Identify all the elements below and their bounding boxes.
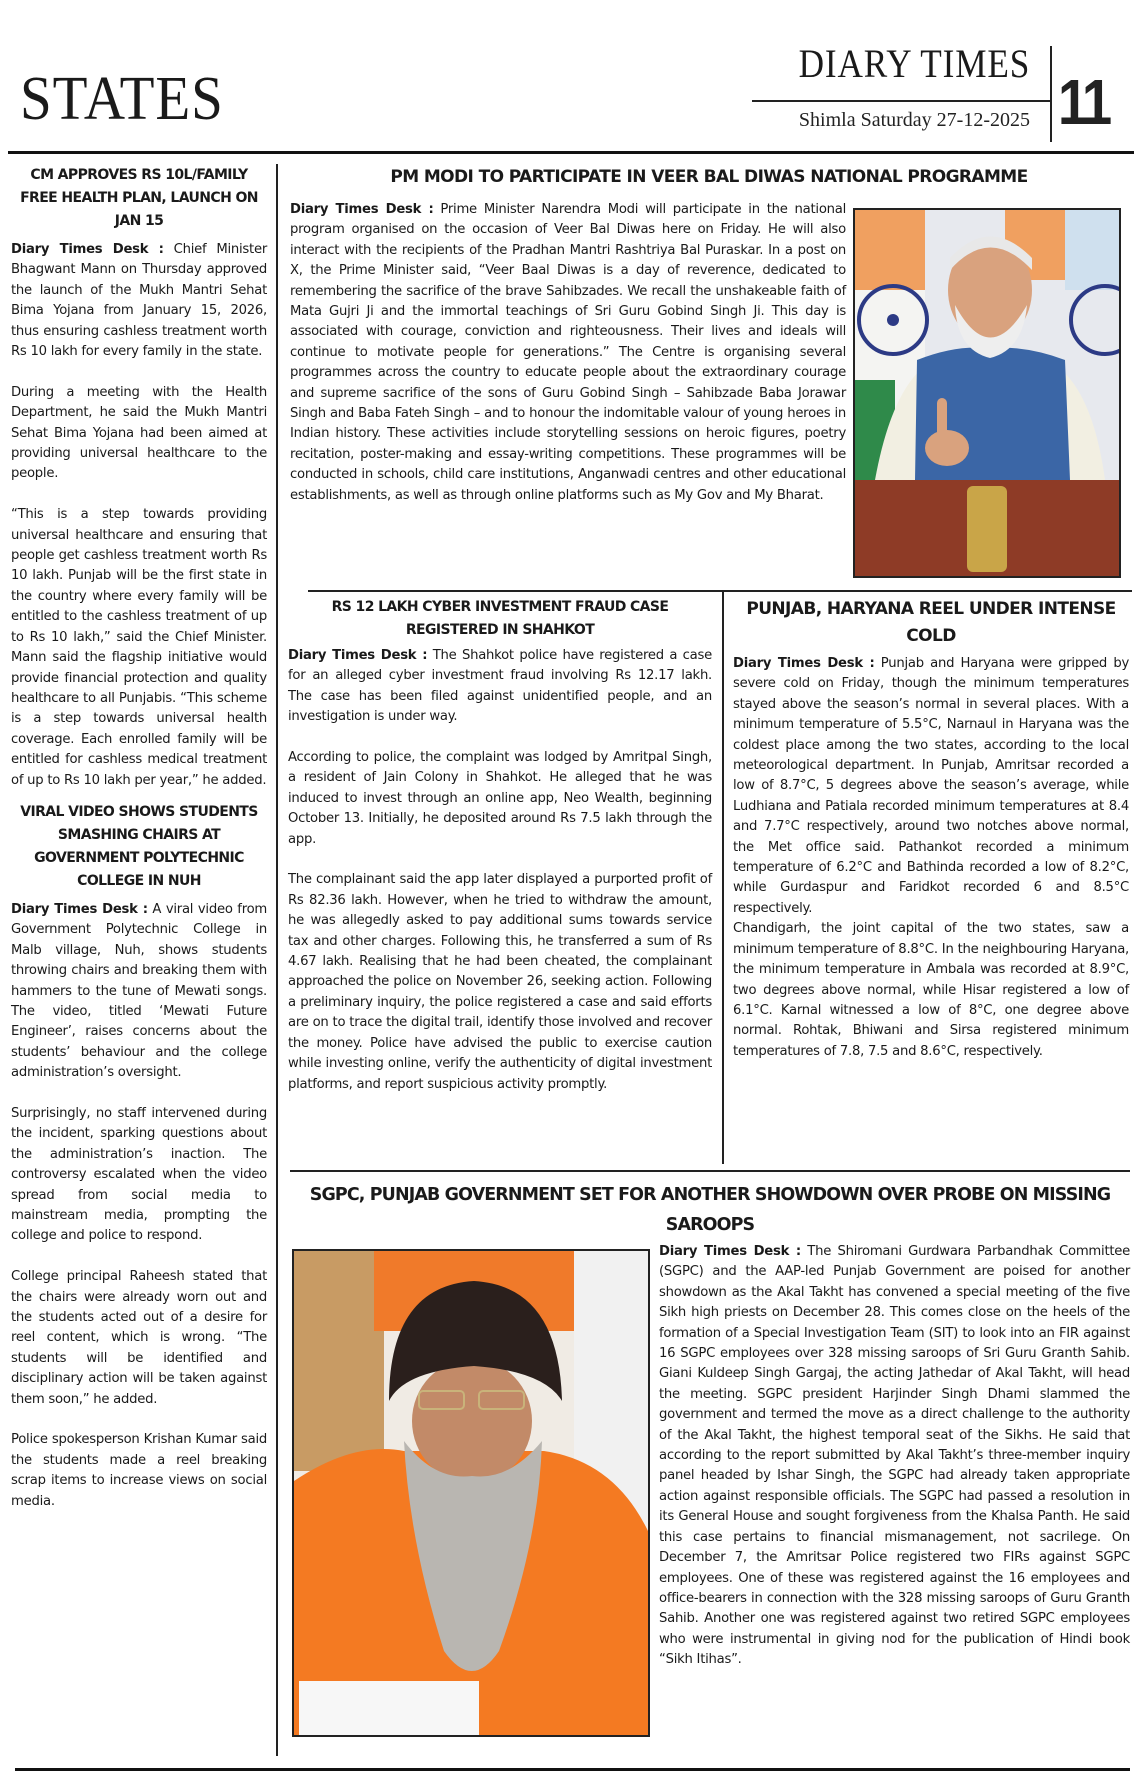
article-body: [290, 200, 846, 506]
article-headline: RS 12 LAKH CYBER INVESTMENT FRAUD CASE REGISTERED IN SHAHKOT: [331, 599, 669, 638]
article-body: [288, 646, 712, 1095]
byline: Diary Times Desk :: [288, 648, 428, 663]
photo-sgpc-president: [292, 1249, 650, 1737]
section-divider: [308, 590, 1132, 592]
paragraph: Punjab and Haryana were gripped by severe cold on Friday, though the minimum temperatures stayed above the season’s normal in several places. With a minimum temperature of 5.5°C, Narnaul in Haryana was the coldest place among the two states, according to the local meteorological department. In Punjab, Amritsar recorded a low of 8.7°C, 5 degrees above the season’s average, while Ludhiana and Patiala recorded minimum temperatures at 8.4 and 7.7°C respectively, around two notches above normal, the Met office said. Pathankot recorded a minimum temperature of 6.2°C and Bathinda recorded a low of 8.2°C, while Gurdaspur and Faridkot recorded 6 and 8.5°C respectively.: [733, 656, 1129, 916]
article-body: [733, 654, 1129, 1062]
paragraph: Prime Minister Narendra Modi will participate in the national program organised on the occasion of Veer Bal Diwas here on Friday. He will also interact with the recipients of the Pradhan Mantri Rashtriya Bal Puraskar. In a post on X, the Prime Minister said, “Veer Baal Diwas is a day of reverence, dedicated to remembering the sacrifice of the brave Sahibzades. We recall the unshakeable faith of Mata Gujri Ji and the immortal teachings of Sri Guru Gobind Singh Ji. This day is associated with courage, conviction and righteousness. Their lives and ideals will continue to motivate people for generations.” The Centre is organising several programmes across the country to educate people about the extraordinary courage and supreme sacrifice of the sons of Guru Gobind Singh – Sahibzade Baba Jorawar Singh and Baba Fateh Singh – and to honour the indomitable valour of young heroes in Indian history. These activities include storytelling sessions on heroic figures, poetry recitation, poster-making and essay-writing competitions. These programmes will be conducted in schools, child care institutions, Anganwadi centres and other educational establishments, as well as through online platforms such as My Gov and My Bharat.: [290, 202, 846, 503]
article-headline: SGPC, PUNJAB GOVERNMENT SET FOR ANOTHER SHOWDOWN OVER PROBE ON MISSING SAROOPS: [309, 1184, 1111, 1235]
section-title: STATES: [20, 65, 224, 133]
article-body: [11, 240, 267, 791]
article-headline: VIRAL VIDEO SHOWS STUDENTS SMASHING CHAIRS AT GOVERNMENT POLYTECHNIC COLLEGE IN NUH: [20, 803, 258, 889]
byline: Diary Times Desk :: [733, 656, 875, 671]
paragraph: A viral video from Government Polytechnic College in Malb village, Nuh, shows students throwing chairs and breaking them with hammers to the tune of Mewati songs. The video, titled ‘Mewati Future Engineer’, raises concerns about the students’ behaviour and the college administration’s oversight.: [11, 901, 267, 1081]
article-headline: CM APPROVES RS 10L/FAMILY FREE HEALTH PLAN, LAUNCH ON JAN 15: [20, 167, 258, 229]
byline: Diary Times Desk :: [11, 242, 164, 257]
photo-pm-modi: [853, 208, 1121, 578]
byline: Diary Times Desk :: [290, 202, 434, 217]
section-divider: [290, 1170, 1130, 1172]
newspaper-name: DIARY TIMES: [798, 41, 1030, 86]
left-column: [11, 164, 267, 1532]
paragraph: “This is a step towards providing universal healthcare and ensuring that people get cashless treatment worth Rs 10 lakh. Punjab will be the first state in the country where every family will be entitled to the cashless treatment of up to Rs 10 lakh,” said the Chief Minister. Mann said the flagship initiative would provide financial protection and quality healthcare to all Punjabis. “This scheme is a step towards universal health coverage. Each enrolled family will be entitled for cashless medical treatment of up to Rs 10 lakh per year,” he added.: [11, 507, 267, 788]
article-health-plan: [11, 164, 267, 791]
paragraph: Chandigarh, the joint capital of the two states, saw a minimum temperature of 8.8°C. In the neighbouring Haryana, the minimum temperature in Ambala was recorded at 8.9°C, two degrees above normal, while Hisar registered a low of 6.1°C. Karnal witnessed a low of 8°C, one degree above normal. Rohtak, Bhiwani and Sirsa registered minimum temperatures of 7.8, 7.5 and 8.6°C, respectively.: [733, 921, 1129, 1059]
paragraph: Police spokesperson Krishan Kumar said the students made a reel breaking scrap items to increase views on social media.: [11, 1432, 267, 1509]
masthead-vertical-divider: [1050, 46, 1052, 142]
masthead-divider: [752, 100, 1052, 102]
article-sgpc-header: [290, 1180, 1130, 1240]
byline: Diary Times Desk :: [11, 901, 148, 917]
paragraph: During a meeting with the Health Department, he said the Mukh Mantri Sehat Bima Yojana had been aimed at providing universal healthcare to the people.: [11, 384, 267, 482]
page-number: 11: [1058, 66, 1109, 138]
article-body: [659, 1242, 1130, 1671]
article-intense-cold: [733, 596, 1129, 1062]
portrait-image: [294, 1251, 648, 1735]
paragraph: Chief Minister Bhagwant Mann on Thursday approved the launch of the Mukh Mantri Sehat Bima Yojana from January 15, 2026, thus ensuring cashless treatment worth Rs 10 lakh for every family in the state.: [11, 242, 267, 360]
masthead-bottom-rule: [8, 151, 1134, 154]
article-headline: PUNJAB, HARYANA REEL UNDER INTENSE COLD: [746, 599, 1116, 646]
column-divider: [276, 164, 278, 1756]
article-viral-video: [11, 801, 267, 1512]
paragraph: The Shahkot police have registered a case for an alleged cyber investment fraud involving Rs 12.17 lakh. The case has been filed against unidentified people, and an investigation is under way.: [288, 648, 712, 725]
paragraph: The complainant said the app later displayed a purported profit of Rs 82.36 lakh. However, when he tried to withdraw the amount, he was allegedly asked to pay additional sums towards service tax and other charges. Following this, he transferred a sum of Rs 4.67 lakh. Realising that he had been cheated, the complainant approached the police on November 26, seeking action. Following a preliminary inquiry, the police registered a case and said efforts are on to trace the digital trail, identify those involved and recover the money. Police have advised the public to exercise caution while investing online, verify the authenticity of digital investment platforms, and report suspicious activity promptly.: [288, 872, 712, 1092]
article-cyber-fraud: [288, 596, 712, 1095]
page-bottom-rule: [15, 1768, 1130, 1771]
dateline: Shimla Saturday 27-12-2025: [798, 109, 1030, 131]
portrait-image: [855, 210, 1119, 576]
paragraph: College principal Raheesh stated that the chairs were already worn out and the students acted out of a desire for reel content, which is wrong. “The students will be identified and disciplinary action will be taken against them soon,” he added.: [11, 1269, 267, 1407]
byline: Diary Times Desk :: [659, 1244, 801, 1259]
paragraph: The Shiromani Gurdwara Parbandhak Committee (SGPC) and the AAP-led Punjab Government are poised for another showdown as the Akal Takht has convened a special meeting of the five Sikh high priests on December 28. This comes close on the heels of the formation of a Special Investigation Team (SIT) to look into an FIR against 16 SGPC employees over 328 missing saroops of Sri Guru Granth Sahib. Giani Kuldeep Singh Gargaj, the acting Jathedar of Akal Takht, will head the meeting. SGPC president Harjinder Singh Dhami slammed the government and termed the move as a direct challenge to the authority of the Akal Takht, the highest temporal seat of the Sikhs. He said that according to the report submitted by Akal Takht’s three-member inquiry panel headed by Ishar Singh, the SGPC had already taken appropriate action against responsible officials. The SGPC had passed a resolution in its General House and sought forgiveness from the Khalsa Panth. He said this case pertains to financial mismanagement, not sacrilege. On December 7, the Amritsar Police registered two FIRs against SGPC employees. One of these was registered against the 16 employees and office-bearers in connection with the 328 missing saroops of Guru Granth Sahib. Another one was registered against two retired SGPC employees who were instrumental in giving nod for the publication of Hindi book “Sikh Itihas”.: [659, 1244, 1131, 1668]
article-body: [11, 900, 267, 1512]
column-divider: [722, 592, 724, 1164]
article-headline: PM MODI TO PARTICIPATE IN VEER BAL DIWAS NATIONAL PROGRAMME: [390, 167, 1028, 187]
paragraph: Surprisingly, no staff intervened during the incident, sparking questions about the administration’s inaction. The controversy escalated when the video spread from social media to mainstream media, prompting the college and police to respond.: [11, 1105, 267, 1244]
article-sgpc: [659, 1242, 1130, 1671]
paragraph: According to police, the complaint was lodged by Amritpal Singh, a resident of Jain Colony in Shahkot. He alleged that he was induced to invest through an online app, Neo Wealth, beginning October 13. Initially, he deposited around Rs 7.5 lakh through the app.: [288, 750, 712, 847]
